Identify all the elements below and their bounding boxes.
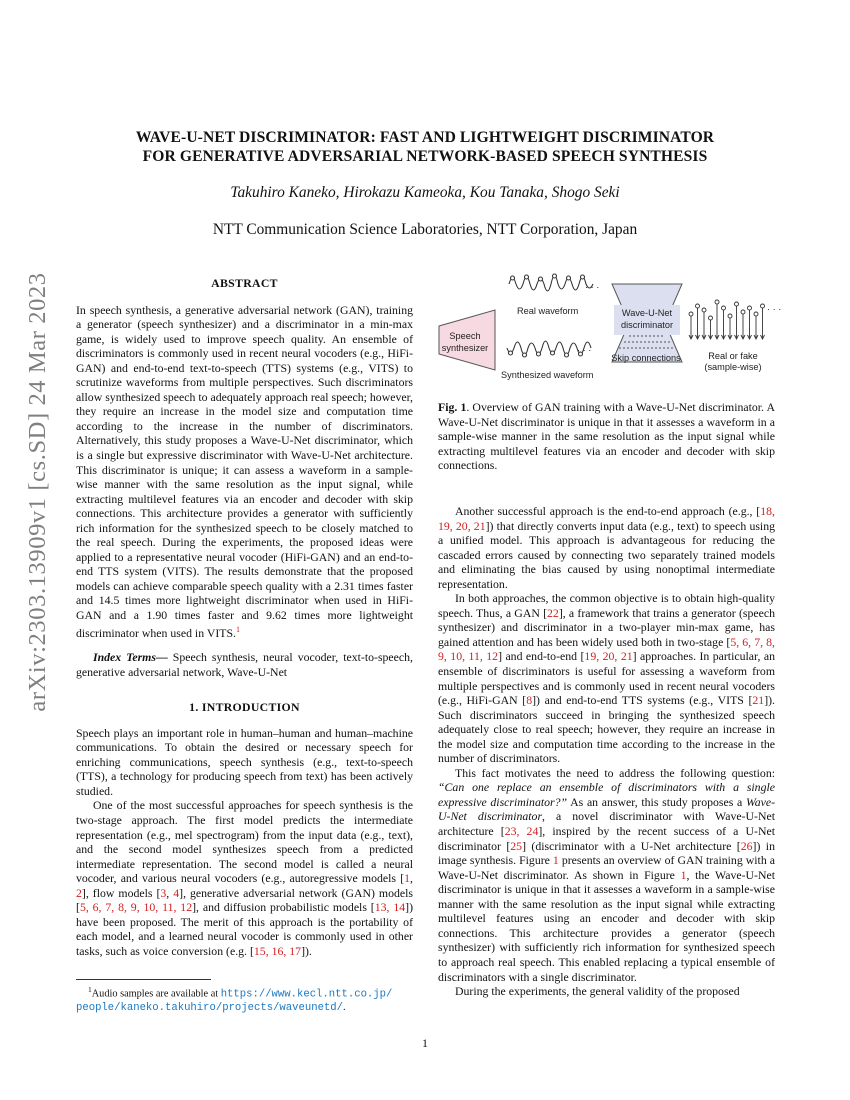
index-terms xyxy=(76,650,413,679)
sample-point xyxy=(511,276,515,280)
figure-link[interactable]: 1 xyxy=(680,867,687,882)
page-number: 1 xyxy=(422,1036,428,1050)
title-line-2: FOR GENERATIVE ADVERSARIAL NETWORK-BASED SPEECH SYNTHESIS xyxy=(142,148,708,165)
right-paragraph-3: This fact motivates the need to address the following question: “Can one replace an ensemble of discriminators with a single expressive discriminator?” As an answer, this study proposes a Wave-U-Net discriminator, a novel discriminator with Wave-U-Net architecture [23, 24], inspired by the recent success of a U-Net discriminator [25] (discriminator with a U-Net architecture [26]) in image synthesis. Figure 1 presents an overview of GAN training with a Wave-U-Net discriminator. As shown in Figure 1, the Wave-U-Net discriminator is unique in that it assesses a waveform in a sample-wise manner with the same resolution as the input signal while extracting multilevel features using an encoder and decoder with skip connections. This architecture provides a generator (speech synthesizer) with sufficiently rich information for synthesized speech to approach real speech. This enabled replacing a typical ensemble of discriminators with a single discriminator. xyxy=(438,765,776,984)
affiliation: NTT Communication Science Laboratories, NTT Corporation, Japan xyxy=(212,221,638,238)
output-point xyxy=(741,310,745,314)
introduction-heading: 1. INTRODUCTION xyxy=(189,700,300,715)
author-list: Takuhiro Kaneko, Hirokazu Kameoka, Kou Tanaka, Shogo Seki xyxy=(230,184,620,201)
arxiv-identifier xyxy=(8,272,68,712)
output-point xyxy=(696,304,700,308)
citation-link[interactable]: 8 xyxy=(526,693,533,708)
left-column xyxy=(76,276,413,958)
right-paragraph-4: During the experiments, the general validity of the proposed xyxy=(455,984,740,999)
footnote: $^1$Audio samples are available at https://www.kecl.ntt.co.jp/ people/kaneko.takuhiro/projects/waveunetd/. xyxy=(76,985,393,1015)
citation-link[interactable]: 2 xyxy=(76,885,82,900)
index-terms-label: Index Terms— xyxy=(93,650,168,665)
output-point xyxy=(709,316,713,320)
paper-title xyxy=(60,128,790,166)
output-point xyxy=(715,300,719,304)
footnote-number: 1 xyxy=(88,985,92,994)
citation-link[interactable]: 5, 6, 7, 8, 9, 10, 11, 12 xyxy=(438,634,775,664)
footnote-url-cont[interactable]: people/kaneko.takuhiro/projects/waveunetd/ xyxy=(76,1002,344,1015)
sample-point xyxy=(509,351,513,355)
citation-link[interactable]: 26 xyxy=(740,838,753,853)
citation-link[interactable]: 22 xyxy=(547,605,559,620)
sample-point xyxy=(523,353,527,357)
figure-1-diagram xyxy=(437,268,787,388)
disc-label-1: Wave-U-Net xyxy=(621,308,673,318)
ellipsis: · · · xyxy=(585,282,600,292)
output-point xyxy=(728,314,732,318)
synth-label-2: synthesizer xyxy=(441,343,489,353)
citation-link[interactable]: 15, 16, 17 xyxy=(253,943,302,958)
footnote-url[interactable]: https://www.kecl.ntt.co.jp/ xyxy=(220,988,393,1001)
ellipsis: · · · xyxy=(577,345,592,355)
citation-link[interactable]: 13, 14 xyxy=(374,900,406,915)
caption-text: . Overview of GAN training with a Wave-U-Net discriminator. A Wave-U-Net discriminator is unique in that it assesses a waveform in a sample-wise manner in the same resolution as the input signal while extracting multilevel features via an encoder and decoder with skip connections. xyxy=(438,400,775,473)
sample-point xyxy=(551,351,555,355)
right-paragraph-2: In both approaches, the common objective is to obtain high-quality speech. Thus, a GAN [22], a framework that trains a generator (speech synthesizer) and discriminator in a two-player min-max game, has gained attention and has been widely used both in two-stage [5, 6, 7, 8, 9, 10, 11, 12] and end-to-end [19, 20, 21] approaches. In particular, an ensemble of discriminators is useful for assessing a waveform from multiple perspectives and is commonly used in recent neural vocoders (e.g., HiFi-GAN [8]) and end-to-end TTS systems (e.g., VITS [21]). Such discriminators succeed in bringing the synthesized speech adequately close to real speech; however, they require an increase in the model size and computation time according to the increase in the number of discriminators. xyxy=(438,591,776,766)
output-point xyxy=(748,306,752,310)
sample-point xyxy=(539,277,543,281)
output-point xyxy=(722,306,726,310)
real-waveform-label: Real waveform xyxy=(517,306,579,316)
abstract-heading: ABSTRACT xyxy=(211,276,278,290)
output-point xyxy=(761,304,765,308)
sample-point xyxy=(553,274,557,278)
ellipsis: · · · xyxy=(767,304,782,314)
disc-label-2: discriminator xyxy=(620,320,674,330)
title-line-1: WAVE-U-NET DISCRIMINATOR: FAST AND LIGHTWEIGHT DISCRIMINATOR xyxy=(135,129,715,146)
sample-point xyxy=(537,352,541,356)
right-column xyxy=(438,504,775,999)
output-label-2: (sample-wise) xyxy=(704,362,762,372)
citation-link[interactable]: 21 xyxy=(752,693,765,708)
real-waveform xyxy=(509,274,593,291)
footnote-marker[interactable]: 1 xyxy=(236,624,241,634)
output-point xyxy=(735,302,739,306)
citation-link[interactable]: 25 xyxy=(510,838,523,853)
citation-link[interactable]: 23, 24 xyxy=(504,824,539,839)
skip-connections-label: Skip connections xyxy=(611,353,681,363)
method-name: Wave-U-Net discriminator xyxy=(438,794,775,824)
footnote-text: Audio samples are available at xyxy=(91,988,221,1000)
synth-waveform-label: Synthesized waveform xyxy=(501,370,594,380)
abstract-body xyxy=(76,303,413,641)
citation-link[interactable]: 1 xyxy=(404,871,411,886)
sample-point xyxy=(581,275,585,279)
arxiv-id-text: arXiv:2303.13909v1 [cs.SD] 24 Mar 2023 xyxy=(24,272,51,712)
abstract-text: In speech synthesis, a generative adversarial network (GAN), training a generator (speech synthesizer) and a discriminator in a min-max game, is widely used to improve speech quality. An ensemble of discriminators is commonly used in recent neural vocoders (e.g., HiFi-GAN) and end-to-end text-to-speech (TTS) systems (e.g., VITS) to scrutinize waveforms from multiple perspectives. Such discriminators allow synthesized speech to adequately approach real speech; however, they require an increase in the model size and computation time according to the increase in the number of discriminators. Alternatively, this study proposes a Wave-U-Net discriminator, which is a single but expressive discriminator with Wave-U-Net architecture. This discriminator is unique; it can assess a waveform in a sample-wise manner with the same resolution as the input signal, while extracting multilevel features via an encoder and decoder with skip connections. This architecture provides a generator with sufficiently rich information for the synthesized speech to be closely matched to the real speech. During the experiments, the proposed ideas were applied to a representative neural vocoder (HiFi-GAN) and an end-to-end TTS system (VITS). The results demonstrate that the proposed models can achieve comparable speech quality with a 2.31 times faster and 14.5 times more lightweight discriminator when used in HiFi-GAN and a 1.90 times faster and 9.62 times more lightweight discriminator when used in VITS. xyxy=(76,302,413,640)
right-paragraph-1: Another successful approach is the end-to-end approach (e.g., [18, 19, 20, 21]) that directly converts input data (e.g., text) to speech using a unified model. This approach is advantageous for reducing the cascaded errors caused by connecting two separately trained models and eliminating the bias caused by using nonoptimal intermediate representation. xyxy=(438,504,776,591)
output-point xyxy=(702,308,706,312)
footnote-rule xyxy=(76,979,211,980)
citation-link[interactable]: 18, 19, 20, 21 xyxy=(438,504,775,533)
caption-label: Fig. 1 xyxy=(438,400,467,414)
citation-link[interactable]: 3 xyxy=(160,885,167,900)
output-label-1: Real or fake xyxy=(708,351,758,361)
intro-paragraph-1: Speech plays an important role in human–human and human–machine communications. To obtain the desired or necessary speech for enriching communications, speech synthesis (e.g., text-to-speech (TTS), a technology for producing speech from text) has been actively studied. xyxy=(76,725,413,798)
sample-point xyxy=(567,276,571,280)
output-point xyxy=(689,312,693,316)
index-terms-text: Speech synthesis, neural vocoder, text-to-speech, generative adversarial network, Wave-U-Net xyxy=(76,650,413,679)
synth-label-1: Speech xyxy=(449,331,481,341)
figure-link[interactable]: 1 xyxy=(552,853,559,868)
citation-link[interactable]: 19, 20, 21 xyxy=(584,649,633,664)
output-point xyxy=(754,312,758,316)
figure-1-caption xyxy=(438,400,775,473)
citation-link[interactable]: 4 xyxy=(173,885,180,900)
research-question: “Can one replace an ensemble of discriminators with a single expressive discriminator?” xyxy=(438,780,775,809)
citation-link[interactable]: 5, 6, 7, 8, 9, 10, 11, 12 xyxy=(79,900,193,915)
sample-point xyxy=(565,353,569,357)
sample-point xyxy=(525,275,529,279)
sample-wise-outputs xyxy=(689,300,765,339)
intro-paragraph-2: One of the most successful approaches for speech synthesis is the two-stage approach. The first model predicts the intermediate representation (e.g., mel spectrogram) from the input data (e.g., text), and the second model synthesizes speech from a predicted intermediate representation. The second model is called a neural vocoder, and various neural vocoders (e.g., autoregressive models [1, 2], flow models [3, 4], generative adversarial network (GAN) models [5, 6, 7, 8, 9, 10, 11, 12], and diffusion probabilistic models [13, 14]) have been proposed. The merit of this approach is the portability of each model, and a learned neural vocoder is commonly used in other tasks, such as voice conversion (e.g. [15, 16, 17]). xyxy=(76,798,414,958)
